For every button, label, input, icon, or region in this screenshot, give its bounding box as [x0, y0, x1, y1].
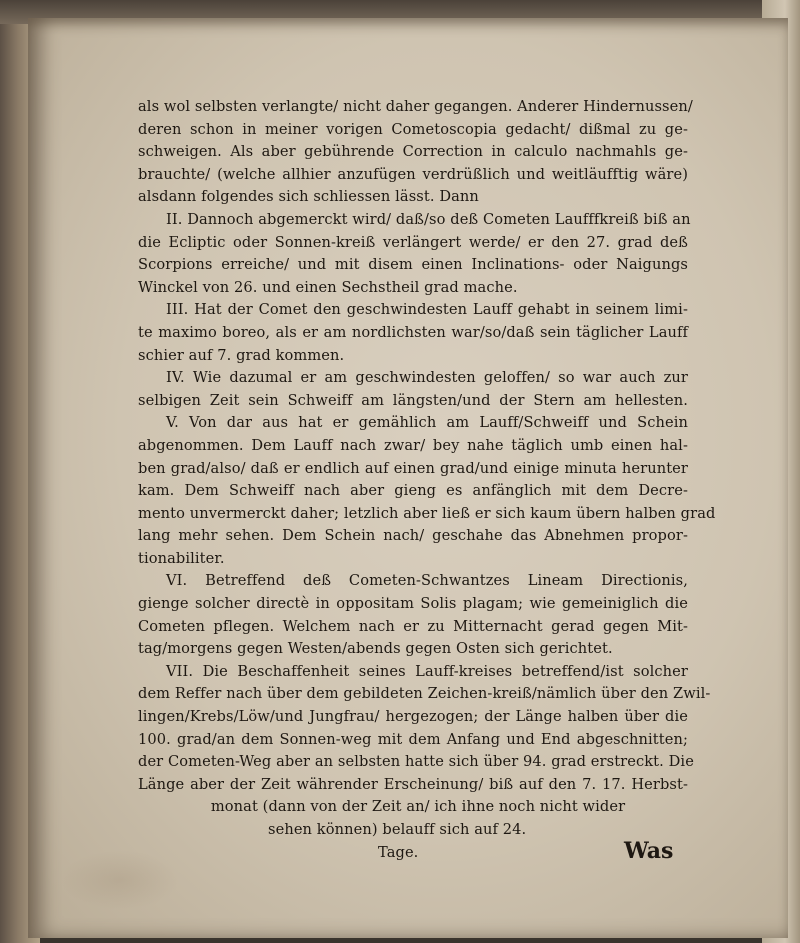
- text-line: abgenommen. Dem Lauff nach zwar/ bey nahe täglich umb einen hal-: [138, 436, 688, 454]
- text-line: 100. grad/an dem Sonnen-weg mit dem Anfang und End abgeschnitten;: [138, 730, 688, 748]
- text-line: tionabiliter.: [138, 549, 225, 567]
- paragraph-vi-start: VI. Betreffend deß Cometen-Schwantzes Lineam Directionis,: [166, 572, 688, 590]
- catchword: Was: [624, 838, 674, 864]
- paragraph-vii-start: VII. Die Beschaffenheit seines Lauff-kreises betreffend/ist solcher: [166, 662, 688, 680]
- text-line: Länge aber der Zeit währender Erscheinung/ biß auf den 7. 17. Herbst-: [138, 775, 688, 793]
- text-line: mento unvermerckt daher; letzlich aber ließ er sich kaum übern halben grad: [138, 504, 716, 522]
- text-line: als wol selbsten verlangte/ nicht daher gegangen. Anderer Hindernussen/: [138, 98, 693, 115]
- paragraph-v-start: V. Von dar aus hat er gemählich am Lauff/Schweiff und Schein: [166, 414, 688, 432]
- text-line: ben grad/also/ daß er endlich auf einen grad/und einige minuta herunter: [138, 459, 688, 477]
- text-line: alsdann folgendes sich schliessen lässt. Dann: [138, 188, 479, 206]
- text-line: die Ecliptic oder Sonnen-kreiß verlängert werde/ er den 27. grad deß: [138, 233, 688, 251]
- text-line: Scorpions erreiche/ und mit disem einen Inclinations- oder Naigungs: [138, 256, 688, 274]
- text-line: kam. Dem Schweiff nach aber gieng es anfänglich mit dem Decre-: [138, 482, 688, 500]
- text-line: der Cometen-Weg aber an selbsten hatte sich über 94. grad erstreckt. Die: [138, 753, 694, 771]
- text-line: schweigen. Als aber gebührende Correction in calculo nachmahls ge-: [138, 143, 688, 161]
- text-line: tag/morgens gegen Westen/abends gegen Osten sich gerichtet.: [138, 640, 613, 658]
- text-line: lang mehr sehen. Dem Schein nach/ geschahe das Abnehmen propor-: [138, 527, 688, 545]
- text-line: selbigen Zeit sein Schweiff am längsten/und der Stern am hellesten.: [138, 391, 688, 409]
- text-line: te maximo boreo, als er am nordlichsten war/so/daß sein täglicher Lauff: [138, 323, 688, 341]
- text-line: sehen können) belauff sich auf 24.: [268, 821, 527, 838]
- page-text: [138, 96, 716, 864]
- text-line: gienge solcher directè in oppositam Solis plagam; wie gemeiniglich die: [138, 595, 688, 613]
- text-line: monat (dann von der Zeit an/ ich ihne noch nicht wider: [210, 798, 626, 816]
- text-line: schier auf 7. grad kommen.: [138, 346, 345, 364]
- text-line: Winckel von 26. und einen Sechstheil grad mache.: [138, 278, 518, 296]
- text-line: Cometen pflegen. Welchem nach er zu Mitternacht gerad gegen Mit-: [138, 617, 688, 635]
- text-line: brauchte/ (welche allhier anzufügen verdrüßlich und weitläufftig wäre): [138, 165, 688, 183]
- text-line: Tage.: [378, 843, 419, 861]
- text-line: dem Reffer nach über dem gebildeten Zeichen-kreiß/nämlich über den Zwil-: [138, 685, 711, 703]
- paragraph-iv-start: IV. Wie dazumal er am geschwindesten geloffen/ so war auch zur: [166, 369, 688, 387]
- text-line: lingen/Krebs/Löw/und Jungfrau/ hergezogen; der Länge halben über die: [138, 708, 688, 726]
- text-line: deren schon in meiner vorigen Cometoscopia gedacht/ dißmal zu ge-: [138, 120, 688, 138]
- paragraph-iii-start: III. Hat der Comet den geschwindesten Lauff gehabt in seinem limi-: [166, 301, 688, 319]
- paragraph-ii-start: II. Dannoch abgemerckt wird/ daß/so deß Cometen Laufffkreiß biß an: [166, 210, 691, 228]
